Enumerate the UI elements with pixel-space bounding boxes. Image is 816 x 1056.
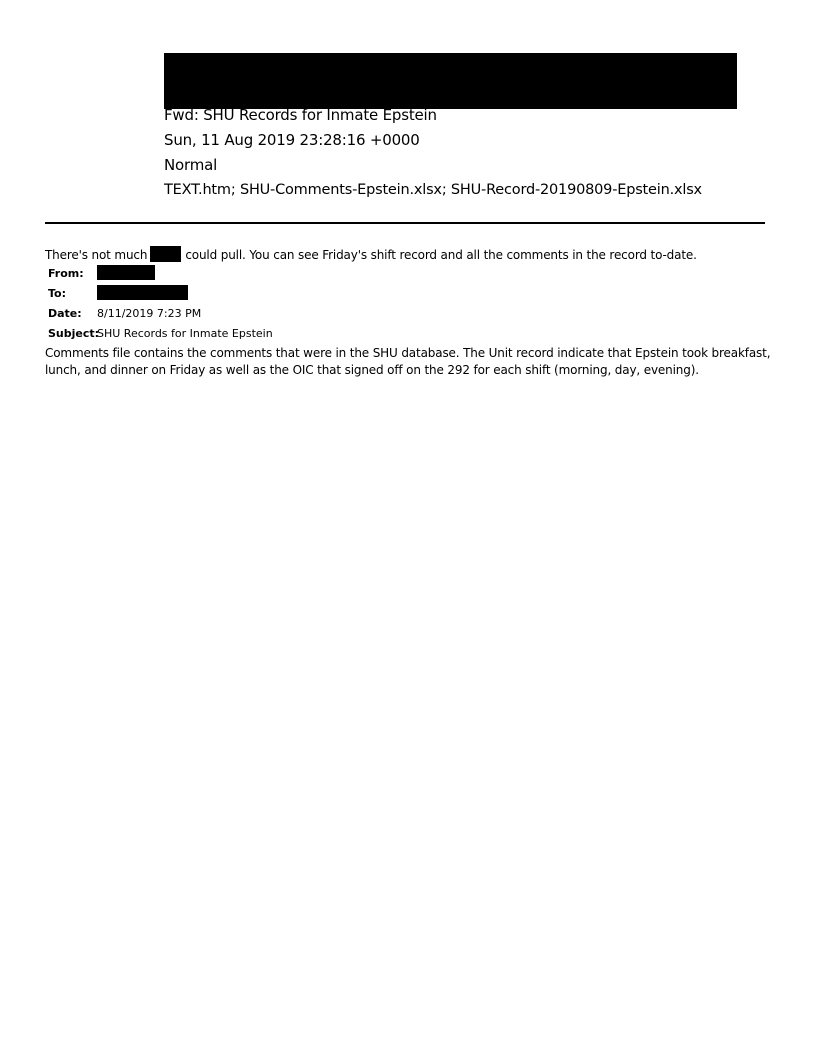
- importance-value: Normal: [164, 156, 218, 174]
- forwarded-from-label: From:: [48, 267, 84, 280]
- forwarded-to-row: [48, 285, 66, 303]
- inline-redaction: [150, 246, 181, 262]
- paragraph-line-2: lunch, and dinner on Friday as well as the OIC that signed off on the 292 for each shift (morning, day, evening).: [45, 363, 699, 377]
- paragraph-line-1: Comments file contains the comments that were in the SHU database. The Unit record indicate that Epstein took breakfast,: [45, 346, 771, 360]
- date-value: Sun, 11 Aug 2019 23:28:16 +0000: [164, 131, 420, 149]
- forwarded-subject-value: SHU Records for Inmate Epstein: [97, 327, 273, 340]
- forwarded-to-label: To:: [48, 287, 66, 300]
- intro-before: There's not much: [45, 248, 148, 262]
- forwarded-date-row: [48, 305, 202, 323]
- forwarded-subject-row: [48, 325, 273, 343]
- attachments-value: TEXT.htm; SHU-Comments-Epstein.xlsx; SHU-Record-20190809-Epstein.xlsx: [164, 182, 702, 198]
- forwarded-subject-label: Subject:: [48, 327, 100, 340]
- redacted-forwarded-to: [97, 285, 188, 300]
- forwarded-from-row: [48, 265, 84, 283]
- forwarded-date-label: Date:: [48, 307, 82, 320]
- intro-after: could pull. You can see Friday's shift record and all the comments in the record to-date.: [185, 248, 697, 262]
- redacted-from-to: [164, 53, 737, 109]
- subject-value: Fwd: SHU Records for Inmate Epstein: [164, 106, 437, 124]
- redacted-forwarded-from: [97, 265, 155, 280]
- header-divider: [45, 222, 765, 224]
- intro-line: [45, 246, 697, 263]
- body-paragraph: [45, 345, 775, 379]
- forwarded-date-value: 8/11/2019 7:23 PM: [97, 307, 202, 320]
